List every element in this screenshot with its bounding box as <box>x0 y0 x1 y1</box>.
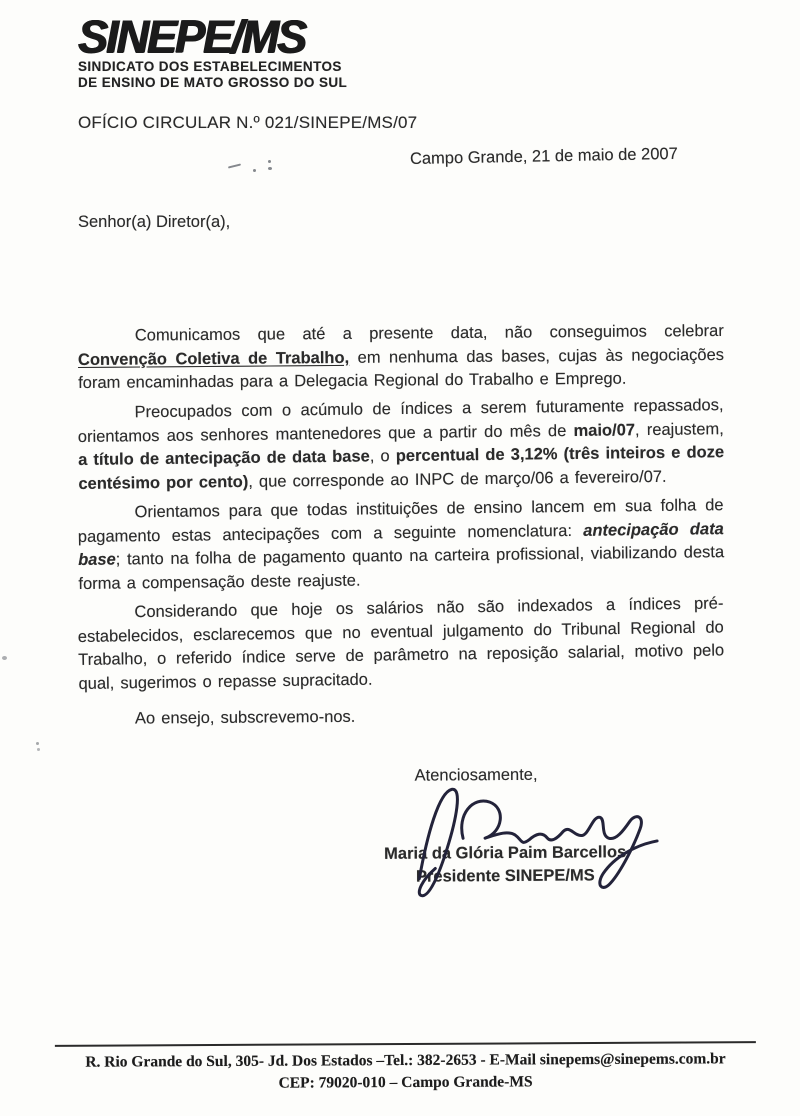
footer <box>55 1041 756 1096</box>
letter-content <box>78 0 724 891</box>
signoff: Atenciosamente, <box>414 765 538 785</box>
letterhead <box>78 0 724 91</box>
scan-artifact <box>253 169 256 172</box>
salutation: Senhor(a) Diretor(a), <box>78 213 231 231</box>
scan-artifact <box>37 748 40 751</box>
paragraph-1: Comunicamos que até a presente data, não conseguimos celebrar Convenção Coletiva de Trabalho, em nenhuma das bases, cujas às negociações foram encaminhadas para a Delegacia Regional do Trabalho e Emprego. <box>77 321 725 392</box>
paragraph-3: Orientamos para que todas instituições de ensino lancem em sua folha de pagamento estas antecipações com a seguinte nomenclatura: antecipação data base; tanto na folha de pagamento quanto na carteira profissional, viabilizando desta forma a compensação deste reajuste. <box>77 495 725 592</box>
closing-line: Ao ensejo, subscrevemo-nos. <box>134 707 356 728</box>
reference-number: OFÍCIO CIRCULAR N.º 021/SINEPE/MS/07 <box>78 113 418 132</box>
dateline: Campo Grande, 21 de maio de 2007 <box>409 144 678 168</box>
footer-cep-line: CEP: 79020-010 – Campo Grande-MS <box>278 1073 533 1092</box>
signature-block <box>78 764 725 891</box>
scan-artifact <box>36 742 39 745</box>
paragraph-2: Preocupados com o acúmulo de índices a serem futuramente repassados, orientamos aos senhores mantenedores que a partir do mês de maio/07, reajustem, a título de antecipação de data base, o percentual de 3,12% (três inteiros e doze centésimo por cento), que corresponde ao INPC de março/06 a fevereiro/07. <box>77 395 725 492</box>
org-logo: SINEPE/MS <box>78 9 306 64</box>
paragraph-4: Considerando que hoje os salários não são indexados a índices pré-estabelecidos, esclarecemos que no eventual julgamento do Tribunal Regional do Trabalho, o referido índice serve de parâmetro na reposição salarial, motivo pelo qual, sugerimos o repasse supracitado. <box>77 593 725 692</box>
scan-artifact <box>268 160 271 163</box>
org-subtitle-line1: SINDICATO DOS ESTABELECIMENTOS <box>78 59 342 74</box>
signatory <box>350 841 660 889</box>
scan-artifact <box>2 656 7 660</box>
scan-artifact <box>268 167 272 170</box>
signatory-name: Maria da Glória Paim Barcellos <box>384 843 627 863</box>
footer-address-line: R. Rio Grande do Sul, 305- Jd. Dos Estados –Tel.: 382-2653 - E-Mail sinepems@sinepems.com.br <box>85 1050 726 1071</box>
org-subtitle-line2: DE ENSINO DE MATO GROSSO DO SUL <box>78 75 348 90</box>
signatory-title: Presidente SINEPE/MS <box>415 866 595 886</box>
